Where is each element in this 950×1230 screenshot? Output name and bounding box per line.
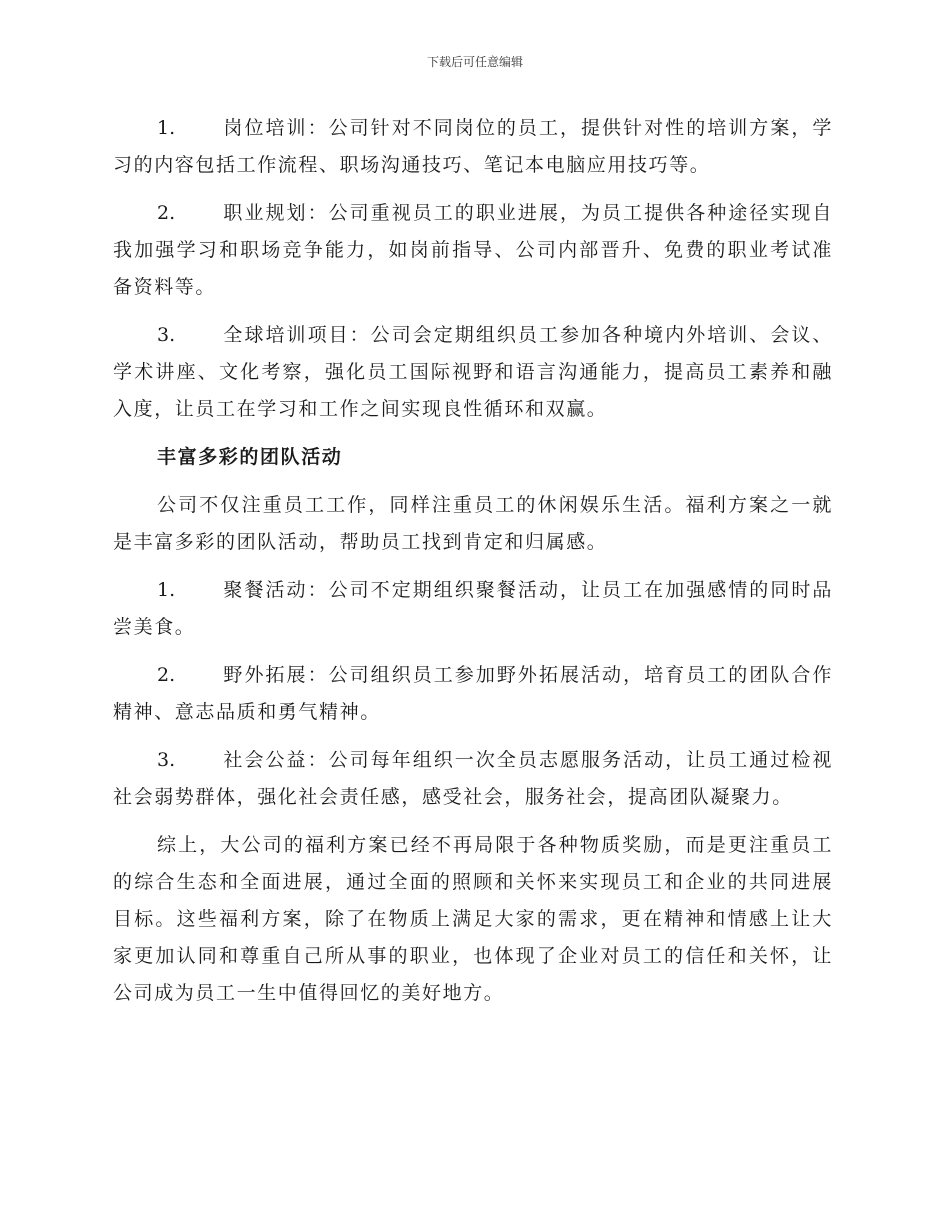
list-item-text: 岗位培训：公司针对不同岗位的员工，提供针对性的培训方案，学习的内容包括工作流程、职场沟通技巧、笔记本电脑应用技巧等。 — [113, 117, 833, 176]
list-item-job-training — [113, 110, 833, 184]
conclusion-paragraph: 综上，大公司的福利方案已经不再局限于各种物质奖励，而是更注重员工的综合生态和全面进展，通过全面的照顾和关怀来实现员工和企业的共同进展目标。这些福利方案，除了在物质上满足大家的需求，更在精神和情感上让大家更加认同和尊重自己所从事的职业，也体现了企业对员工的信任和关怀，让公司成为员工一生中值得回忆的美好地方。 — [113, 834, 833, 1004]
section-intro-paragraph: 公司不仅注重员工工作，同样注重员工的休闲娱乐生活。福利方案之一就是丰富多彩的团队活动，帮助员工找到肯定和归属感。 — [113, 494, 833, 553]
list-number: 1. — [157, 117, 176, 139]
page-header: 下载后可任意编辑 — [426, 55, 523, 69]
list-number: 2. — [157, 664, 176, 686]
list-item-text: 野外拓展：公司组织员工参加野外拓展活动，培育员工的团队合作精神、意志品质和勇气精神。 — [113, 664, 833, 723]
section-heading: 丰富多彩的团队活动 — [157, 446, 343, 468]
list-number: 3. — [157, 749, 176, 771]
list-item-outdoor — [113, 657, 833, 731]
list-item-dinner — [113, 572, 833, 646]
list-number: 2. — [157, 202, 176, 224]
list-item-text: 职业规划：公司重视员工的职业进展，为员工提供各种途径实现自我加强学习和职场竞争能力，如岗前指导、公司内部晋升、免费的职业考试准备资料等。 — [113, 202, 833, 298]
list-item-text: 社会公益：公司每年组织一次全员志愿服务活动，让员工通过检视社会弱势群体，强化社会责任感，感受社会，服务社会，提高团队凝聚力。 — [113, 749, 833, 808]
list-number: 3. — [157, 324, 176, 346]
list-item-charity — [113, 742, 833, 816]
list-number: 1. — [157, 579, 176, 601]
list-item-career-planning — [113, 195, 833, 306]
list-item-text: 全球培训项目：公司会定期组织员工参加各种境内外培训、会议、学术讲座、文化考察，强化员工国际视野和语言沟通能力，提高员工素养和融入度，让员工在学习和工作之间实现良性循环和双赢。 — [113, 324, 833, 420]
list-item-global-training — [113, 317, 833, 428]
document-body — [113, 110, 833, 1023]
list-item-text: 聚餐活动：公司不定期组织聚餐活动，让员工在加强感情的同时品尝美食。 — [113, 579, 833, 638]
